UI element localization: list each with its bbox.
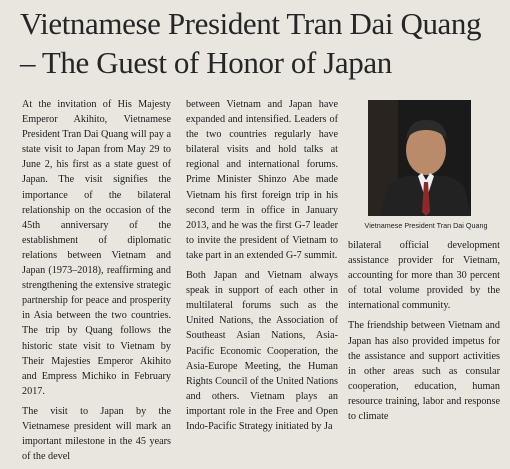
paragraph: At the invitation of His Majesty Emperor Akihito, Vietnamese President Tran Dai Quang will pay a state visit to Japan from May 29 to June 2, his first as a state guest of Japan. The visit signifies the importance of the bilateral relationship on the occasion of the 45th anniversary of the establishment of diplomatic relations between Vietnam and Japan (1973–2018), reaffirming and strengthening the extensive strategic partnership for peace and prosperity in Asia between the two countries. The trip by Quang follows the historic state visit to Vietnam by Their Majesties Emperor Akihito and Empress Michiko in February 2017.	[22, 99, 171, 397]
president-portrait-photo	[368, 100, 471, 216]
paragraph: bilateral official development assistance provider for Vietnam, accounting for more than 30 percent of total volume provided by the international community.	[348, 240, 500, 312]
paragraph: between Vietnam and Japan have expanded and intensified. Leaders of the two countries regularly have bilateral visits and hold talks at regional and international forums. Prime Minister Shinzo Abe made Vietnam his first foreign trip in his second term in office in January 2013, and he was the first G-7 leader to invite the president of Vietnam to take part in an extended G-7 summit.	[186, 99, 338, 261]
headline-line-2: – The Guest of Honor of Japan	[20, 45, 392, 80]
paragraph: Both Japan and Vietnam always speak in support of each other in multilateral forums such as the United Nations, the Association of Southeast Asian Nations, Asia-Pacific Economic Cooperation, the Asia-Europe Meeting, the Human Rights Council of the United Nations and others. Vietnam plays an important role in the Free and Open Indo-Pacific Strategy initiated by Ja	[186, 270, 338, 432]
paragraph: The friendship between Vietnam and Japan has also provided impetus for the assistance and support activities in other areas such as consular cooperation, education, human resource training, labor and response to climate	[348, 320, 500, 423]
article-column-3	[348, 238, 500, 429]
article-headline	[20, 4, 500, 82]
article-column-1	[22, 97, 171, 469]
photo-caption: Vietnamese President Tran Dai Quang	[364, 221, 488, 230]
headline-line-1: Vietnamese President Tran Dai Quang	[20, 6, 482, 41]
paragraph: The visit to Japan by the Vietnamese president will mark an important milestone in the 45 years of the devel	[22, 405, 171, 463]
article-column-2	[186, 97, 338, 439]
